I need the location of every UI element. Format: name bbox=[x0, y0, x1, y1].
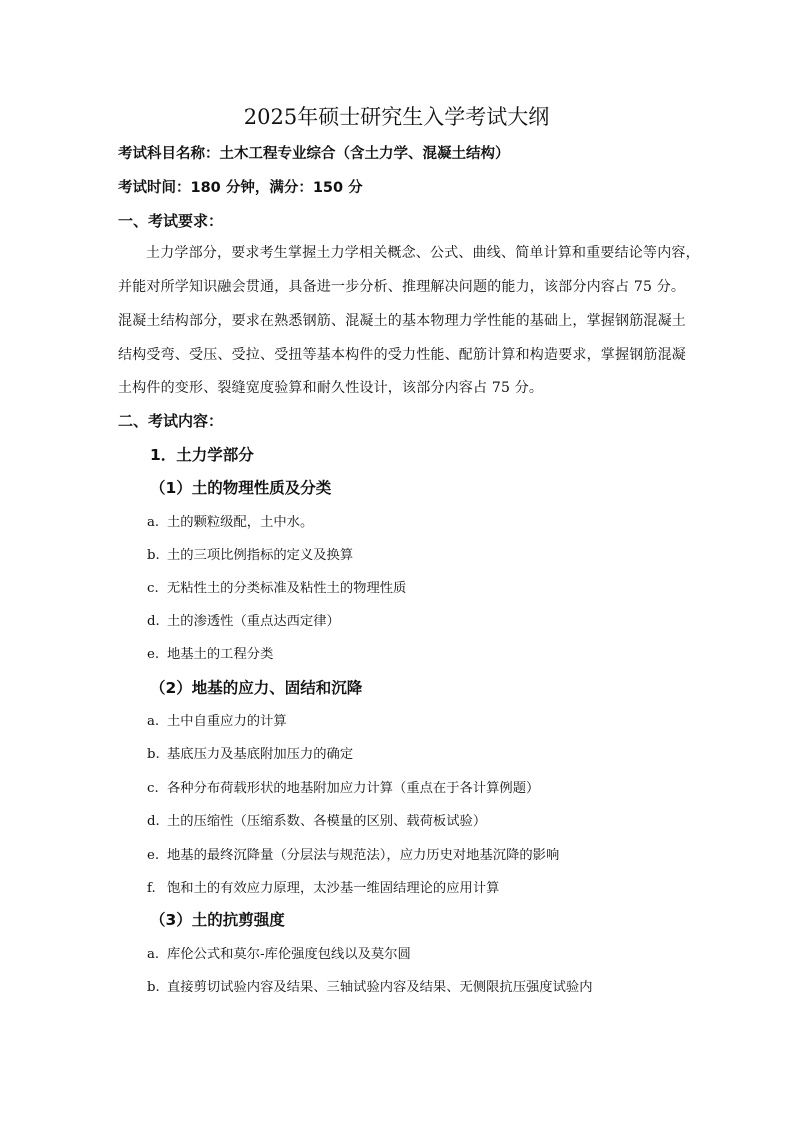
list-item: b. 基底压力及基底附加压力的确定 bbox=[147, 747, 354, 762]
list-item: b. 直接剪切试验内容及结果、三轴试验内容及结果、无侧限抗压强度试验内 bbox=[147, 980, 593, 995]
list-item: c. 无粘性土的分类标准及粘性土的物理性质 bbox=[147, 581, 407, 596]
list-item: b. 土的三项比例指标的定义及换算 bbox=[147, 548, 354, 563]
exam-time: 考试时间：180 分钟，满分：150 分 bbox=[118, 180, 363, 196]
list-item: e. 地基的最终沉降量（分层法与规范法），应力历史对地基沉降的影响 bbox=[147, 848, 560, 863]
exam-subject: 考试科目名称：土木工程专业综合（含土力学、混凝土结构） bbox=[118, 146, 510, 162]
paragraph-line: 土力学部分，要求考生掌握土力学相关概念、公式、曲线、简单计算和重要结论等内容， bbox=[146, 245, 700, 261]
list-item: a. 库伦公式和莫尔-库伦强度包线以及莫尔圆 bbox=[147, 947, 411, 962]
part-heading: 1．土力学部分 bbox=[150, 446, 254, 464]
list-item: e. 地基土的工程分类 bbox=[147, 647, 274, 662]
page-title: 2025年硕士研究生入学考试大纲 bbox=[243, 105, 550, 129]
section-heading-content: 二、考试内容： bbox=[118, 412, 224, 430]
subsection-title: （1）土的物理性质及分类 bbox=[150, 479, 332, 497]
list-item: a. 土的颗粒级配，土中水。 bbox=[147, 515, 314, 530]
paragraph-line: 混凝土结构部分，要求在熟悉钢筋、混凝土的基本物理力学性能的基础上，掌握钢筋混凝土 bbox=[118, 313, 686, 329]
paragraph-line: 并能对所学知识融会贯通，具备进一步分析、推理解决问题的能力，该部分内容占 75 分。 bbox=[118, 279, 686, 295]
list-item: d. 土的渗透性（重点达西定律） bbox=[147, 614, 340, 629]
section-heading-requirements: 一、考试要求： bbox=[118, 212, 224, 230]
subsection-title: （2）地基的应力、固结和沉降 bbox=[150, 679, 363, 697]
paragraph-line: 结构受弯、受压、受拉、受扭等基本构件的受力性能、配筋计算和构造要求，掌握钢筋混凝 bbox=[118, 347, 686, 363]
subsection-title: （3）土的抗剪强度 bbox=[150, 911, 285, 929]
list-item: c. 各种分布荷载形状的地基附加应力计算（重点在于各计算例题） bbox=[147, 781, 540, 796]
list-item: a. 土中自重应力的计算 bbox=[147, 714, 287, 729]
paragraph-line: 土构件的变形、裂缝宽度验算和耐久性设计，该部分内容占 75 分。 bbox=[118, 380, 544, 396]
list-item: d. 土的压缩性（压缩系数、各模量的区别、载荷板试验） bbox=[147, 814, 487, 829]
list-item: f. 饱和土的有效应力原理，太沙基一维固结理论的应用计算 bbox=[147, 881, 500, 896]
